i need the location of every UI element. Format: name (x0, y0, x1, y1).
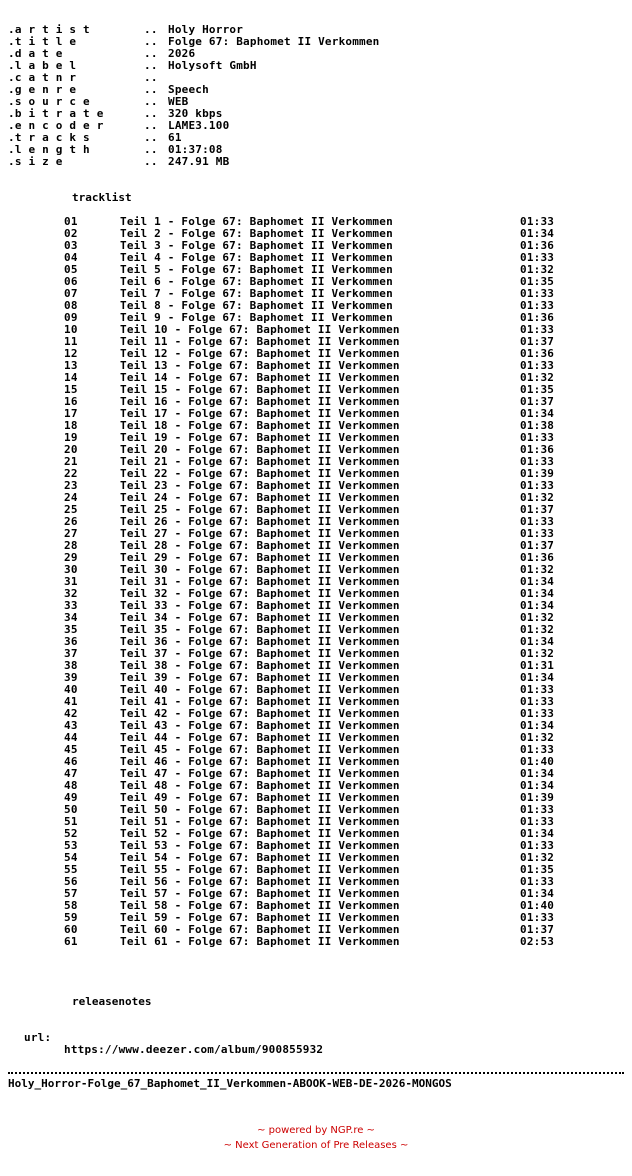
info-row (0, 48, 632, 60)
info-key: .g e n r e (8, 83, 77, 96)
track-duration: 01:33 (520, 287, 555, 300)
track-duration: 01:33 (520, 839, 555, 852)
track-number: 02 (64, 227, 78, 240)
track-number: 06 (64, 275, 78, 288)
track-title: Teil 33 - Folge 67: Baphomet II Verkommen (120, 599, 400, 612)
release-name: Holy_Horror-Folge_67_Baphomet_II_Verkommen-ABOOK-WEB-DE-2026-MONGOS (8, 1077, 452, 1090)
tracklist-heading: tracklist (72, 191, 132, 204)
info-row (0, 144, 632, 156)
info-key: .t i t l e (8, 35, 77, 48)
track-title: Teil 60 - Folge 67: Baphomet II Verkommen (120, 923, 400, 936)
track-title: Teil 1 - Folge 67: Baphomet II Verkommen (120, 215, 393, 228)
info-separator: .. (144, 59, 158, 72)
track-number: 30 (64, 563, 78, 576)
info-separator: .. (144, 143, 158, 156)
track-number: 34 (64, 611, 78, 624)
track-duration: 01:37 (520, 395, 555, 408)
track-title: Teil 32 - Folge 67: Baphomet II Verkommen (120, 587, 400, 600)
track-duration: 01:33 (520, 911, 555, 924)
track-title: Teil 22 - Folge 67: Baphomet II Verkommen (120, 467, 400, 480)
track-number: 54 (64, 851, 78, 864)
releasenotes-heading: releasenotes (72, 995, 152, 1008)
info-key: .s i z e (8, 155, 63, 168)
track-number: 61 (64, 935, 78, 948)
track-title: Teil 38 - Folge 67: Baphomet II Verkommen (120, 659, 400, 672)
info-key: .t r a c k s (8, 131, 90, 144)
track-title: Teil 5 - Folge 67: Baphomet II Verkommen (120, 263, 393, 276)
track-number: 29 (64, 551, 78, 564)
info-separator: .. (144, 155, 158, 168)
track-duration: 01:33 (520, 251, 555, 264)
info-row (0, 132, 632, 144)
track-duration: 01:32 (520, 371, 555, 384)
track-duration: 01:38 (520, 419, 555, 432)
track-duration: 01:36 (520, 551, 555, 564)
track-number: 32 (64, 587, 78, 600)
track-duration: 01:33 (520, 479, 555, 492)
track-duration: 01:33 (520, 455, 555, 468)
track-title: Teil 11 - Folge 67: Baphomet II Verkommen (120, 335, 400, 348)
info-key: .e n c o d e r (8, 119, 104, 132)
track-title: Teil 40 - Folge 67: Baphomet II Verkommen (120, 683, 400, 696)
track-title: Teil 54 - Folge 67: Baphomet II Verkommen (120, 851, 400, 864)
track-title: Teil 9 - Folge 67: Baphomet II Verkommen (120, 311, 393, 324)
track-title: Teil 10 - Folge 67: Baphomet II Verkommen (120, 323, 400, 336)
track-number: 16 (64, 395, 78, 408)
track-duration: 01:33 (520, 707, 555, 720)
track-title: Teil 53 - Folge 67: Baphomet II Verkommen (120, 839, 400, 852)
track-number: 38 (64, 659, 78, 672)
info-separator: .. (144, 35, 158, 48)
track-number: 45 (64, 743, 78, 756)
track-duration: 01:33 (520, 215, 555, 228)
track-duration: 01:33 (520, 695, 555, 708)
track-number: 36 (64, 635, 78, 648)
track-duration: 01:35 (520, 275, 555, 288)
track-title: Teil 19 - Folge 67: Baphomet II Verkommen (120, 431, 400, 444)
track-title: Teil 58 - Folge 67: Baphomet II Verkommen (120, 899, 400, 912)
info-row (0, 36, 632, 48)
info-value: 61 (168, 131, 182, 144)
track-duration: 01:32 (520, 611, 555, 624)
track-duration: 01:32 (520, 491, 555, 504)
track-number: 46 (64, 755, 78, 768)
track-title: Teil 28 - Folge 67: Baphomet II Verkommen (120, 539, 400, 552)
track-duration: 01:32 (520, 851, 555, 864)
track-number: 50 (64, 803, 78, 816)
dotted-divider (8, 1072, 624, 1074)
track-title: Teil 43 - Folge 67: Baphomet II Verkommen (120, 719, 400, 732)
track-duration: 01:32 (520, 563, 555, 576)
track-title: Teil 47 - Folge 67: Baphomet II Verkommen (120, 767, 400, 780)
track-number: 10 (64, 323, 78, 336)
track-number: 22 (64, 467, 78, 480)
track-title: Teil 31 - Folge 67: Baphomet II Verkommen (120, 575, 400, 588)
track-number: 42 (64, 707, 78, 720)
track-title: Teil 61 - Folge 67: Baphomet II Verkommen (120, 935, 400, 948)
track-title: Teil 44 - Folge 67: Baphomet II Verkommen (120, 731, 400, 744)
track-duration: 01:32 (520, 647, 555, 660)
info-separator: .. (144, 23, 158, 36)
track-title: Teil 2 - Folge 67: Baphomet II Verkommen (120, 227, 393, 240)
info-separator: .. (144, 131, 158, 144)
track-title: Teil 45 - Folge 67: Baphomet II Verkommen (120, 743, 400, 756)
info-row (0, 120, 632, 132)
info-value: WEB (168, 95, 189, 108)
track-duration: 01:34 (520, 671, 555, 684)
track-duration: 01:35 (520, 383, 555, 396)
track-number: 57 (64, 887, 78, 900)
track-duration: 01:33 (520, 431, 555, 444)
track-title: Teil 52 - Folge 67: Baphomet II Verkommen (120, 827, 400, 840)
info-row (0, 72, 632, 84)
track-duration: 01:31 (520, 659, 555, 672)
track-title: Teil 8 - Folge 67: Baphomet II Verkommen (120, 299, 393, 312)
info-row (0, 60, 632, 72)
track-duration: 01:36 (520, 347, 555, 360)
track-number: 55 (64, 863, 78, 876)
info-value: 320 kbps (168, 107, 223, 120)
track-duration: 01:33 (520, 875, 555, 888)
track-number: 56 (64, 875, 78, 888)
track-duration: 01:34 (520, 779, 555, 792)
track-number: 48 (64, 779, 78, 792)
track-duration: 01:32 (520, 263, 555, 276)
info-key: .l a b e l (8, 59, 77, 72)
track-row (0, 936, 632, 948)
track-duration: 01:34 (520, 767, 555, 780)
track-title: Teil 26 - Folge 67: Baphomet II Verkommen (120, 515, 400, 528)
track-title: Teil 48 - Folge 67: Baphomet II Verkommen (120, 779, 400, 792)
track-number: 31 (64, 575, 78, 588)
track-duration: 01:32 (520, 731, 555, 744)
track-number: 33 (64, 599, 78, 612)
track-title: Teil 21 - Folge 67: Baphomet II Verkommen (120, 455, 400, 468)
track-title: Teil 25 - Folge 67: Baphomet II Verkommen (120, 503, 400, 516)
track-number: 44 (64, 731, 78, 744)
info-value: 2026 (168, 47, 196, 60)
track-title: Teil 50 - Folge 67: Baphomet II Verkommen (120, 803, 400, 816)
info-key: .l e n g t h (8, 143, 90, 156)
track-number: 08 (64, 299, 78, 312)
track-number: 13 (64, 359, 78, 372)
track-title: Teil 4 - Folge 67: Baphomet II Verkommen (120, 251, 393, 264)
track-duration: 01:37 (520, 923, 555, 936)
track-number: 39 (64, 671, 78, 684)
track-title: Teil 49 - Folge 67: Baphomet II Verkommen (120, 791, 400, 804)
track-duration: 01:34 (520, 587, 555, 600)
track-number: 43 (64, 719, 78, 732)
info-separator: .. (144, 95, 158, 108)
track-duration: 01:37 (520, 335, 555, 348)
info-row (0, 84, 632, 96)
track-title: Teil 18 - Folge 67: Baphomet II Verkommen (120, 419, 400, 432)
track-title: Teil 6 - Folge 67: Baphomet II Verkommen (120, 275, 393, 288)
track-number: 20 (64, 443, 78, 456)
track-title: Teil 46 - Folge 67: Baphomet II Verkommen (120, 755, 400, 768)
track-number: 19 (64, 431, 78, 444)
track-duration: 01:33 (520, 323, 555, 336)
track-title: Teil 15 - Folge 67: Baphomet II Verkommen (120, 383, 400, 396)
track-number: 14 (64, 371, 78, 384)
track-duration: 01:34 (520, 407, 555, 420)
track-title: Teil 16 - Folge 67: Baphomet II Verkommen (120, 395, 400, 408)
track-number: 15 (64, 383, 78, 396)
track-title: Teil 3 - Folge 67: Baphomet II Verkommen (120, 239, 393, 252)
track-duration: 01:36 (520, 311, 555, 324)
info-key: .d a t e (8, 47, 63, 60)
track-duration: 01:33 (520, 815, 555, 828)
track-duration: 01:40 (520, 755, 555, 768)
info-separator: .. (144, 119, 158, 132)
track-number: 11 (64, 335, 78, 348)
track-title: Teil 7 - Folge 67: Baphomet II Verkommen (120, 287, 393, 300)
track-number: 47 (64, 767, 78, 780)
track-title: Teil 57 - Folge 67: Baphomet II Verkommen (120, 887, 400, 900)
track-number: 23 (64, 479, 78, 492)
track-number: 01 (64, 215, 78, 228)
track-duration: 01:40 (520, 899, 555, 912)
track-title: Teil 24 - Folge 67: Baphomet II Verkommen (120, 491, 400, 504)
track-title: Teil 29 - Folge 67: Baphomet II Verkommen (120, 551, 400, 564)
track-duration: 01:34 (520, 599, 555, 612)
track-duration: 01:39 (520, 791, 555, 804)
track-duration: 01:37 (520, 503, 555, 516)
track-title: Teil 56 - Folge 67: Baphomet II Verkommen (120, 875, 400, 888)
track-title: Teil 17 - Folge 67: Baphomet II Verkommen (120, 407, 400, 420)
info-value: 01:37:08 (168, 143, 223, 156)
track-number: 49 (64, 791, 78, 804)
track-number: 05 (64, 263, 78, 276)
info-separator: .. (144, 71, 158, 84)
track-title: Teil 36 - Folge 67: Baphomet II Verkommen (120, 635, 400, 648)
track-duration: 02:53 (520, 935, 555, 948)
info-separator: .. (144, 107, 158, 120)
info-separator: .. (144, 83, 158, 96)
track-number: 37 (64, 647, 78, 660)
footer-tagline[interactable]: ~ Next Generation of Pre Releases ~ (223, 1140, 409, 1151)
track-duration: 01:34 (520, 575, 555, 588)
track-title: Teil 55 - Folge 67: Baphomet II Verkommen (120, 863, 400, 876)
track-duration: 01:33 (520, 527, 555, 540)
info-key: .a r t i s t (8, 23, 90, 36)
track-number: 35 (64, 623, 78, 636)
track-number: 12 (64, 347, 78, 360)
track-duration: 01:39 (520, 467, 555, 480)
track-number: 24 (64, 491, 78, 504)
track-number: 18 (64, 419, 78, 432)
track-number: 04 (64, 251, 78, 264)
track-title: Teil 34 - Folge 67: Baphomet II Verkommen (120, 611, 400, 624)
track-duration: 01:33 (520, 803, 555, 816)
track-duration: 01:35 (520, 863, 555, 876)
track-number: 41 (64, 695, 78, 708)
track-duration: 01:36 (520, 239, 555, 252)
info-key: .b i t r a t e (8, 107, 104, 120)
track-duration: 01:34 (520, 887, 555, 900)
footer-powered-by[interactable]: ~ powered by NGP.re ~ (257, 1125, 375, 1136)
url-label: url: (24, 1031, 52, 1044)
track-duration: 01:33 (520, 515, 555, 528)
track-duration: 01:36 (520, 443, 555, 456)
track-title: Teil 14 - Folge 67: Baphomet II Verkommen (120, 371, 400, 384)
track-title: Teil 20 - Folge 67: Baphomet II Verkommen (120, 443, 400, 456)
url-link[interactable]: https://www.deezer.com/album/900855932 (64, 1043, 324, 1056)
track-title: Teil 12 - Folge 67: Baphomet II Verkommen (120, 347, 400, 360)
info-value: LAME3.100 (168, 119, 230, 132)
track-duration: 01:34 (520, 635, 555, 648)
track-title: Teil 35 - Folge 67: Baphomet II Verkommen (120, 623, 400, 636)
track-number: 40 (64, 683, 78, 696)
track-title: Teil 39 - Folge 67: Baphomet II Verkommen (120, 671, 400, 684)
track-duration: 01:34 (520, 827, 555, 840)
track-number: 17 (64, 407, 78, 420)
track-duration: 01:33 (520, 299, 555, 312)
track-title: Teil 13 - Folge 67: Baphomet II Verkommen (120, 359, 400, 372)
info-value: Folge 67: Baphomet II Verkommen (168, 35, 380, 48)
track-number: 58 (64, 899, 78, 912)
track-title: Teil 23 - Folge 67: Baphomet II Verkommen (120, 479, 400, 492)
track-number: 51 (64, 815, 78, 828)
track-number: 27 (64, 527, 78, 540)
track-number: 03 (64, 239, 78, 252)
info-value: 247.91 MB (168, 155, 230, 168)
track-title: Teil 59 - Folge 67: Baphomet II Verkommen (120, 911, 400, 924)
track-duration: 01:34 (520, 227, 555, 240)
track-title: Teil 37 - Folge 67: Baphomet II Verkommen (120, 647, 400, 660)
track-duration: 01:33 (520, 743, 555, 756)
track-duration: 01:37 (520, 539, 555, 552)
track-number: 09 (64, 311, 78, 324)
track-title: Teil 41 - Folge 67: Baphomet II Verkommen (120, 695, 400, 708)
info-value: Speech (168, 83, 209, 96)
track-duration: 01:33 (520, 359, 555, 372)
track-number: 59 (64, 911, 78, 924)
track-title: Teil 51 - Folge 67: Baphomet II Verkommen (120, 815, 400, 828)
url-row (0, 1020, 632, 1056)
info-row (0, 156, 632, 168)
track-number: 07 (64, 287, 78, 300)
info-key: .c a t n r (8, 71, 77, 84)
track-number: 60 (64, 923, 78, 936)
info-value: Holy Horror (168, 23, 244, 36)
track-number: 28 (64, 539, 78, 552)
track-number: 26 (64, 515, 78, 528)
track-title: Teil 27 - Folge 67: Baphomet II Verkommen (120, 527, 400, 540)
track-title: Teil 42 - Folge 67: Baphomet II Verkommen (120, 707, 400, 720)
info-value: Holysoft GmbH (168, 59, 257, 72)
track-duration: 01:33 (520, 683, 555, 696)
track-number: 53 (64, 839, 78, 852)
track-number: 25 (64, 503, 78, 516)
track-duration: 01:34 (520, 719, 555, 732)
info-key: .s o u r c e (8, 95, 90, 108)
track-duration: 01:32 (520, 623, 555, 636)
track-title: Teil 30 - Folge 67: Baphomet II Verkommen (120, 563, 400, 576)
track-number: 52 (64, 827, 78, 840)
info-separator: .. (144, 47, 158, 60)
track-number: 21 (64, 455, 78, 468)
